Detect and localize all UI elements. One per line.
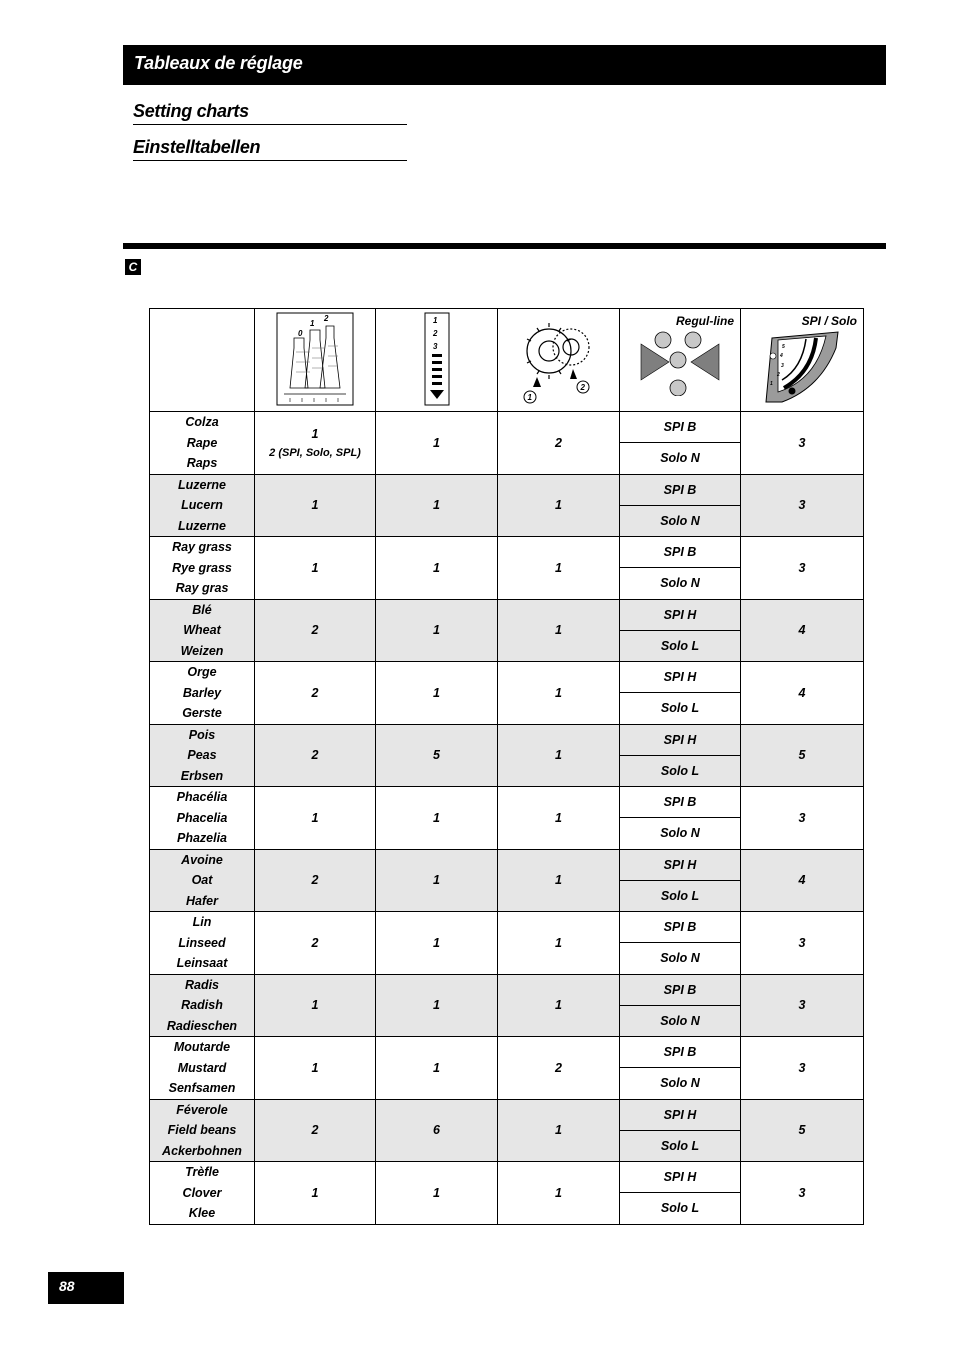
gear-setting-cell: 1	[498, 662, 620, 725]
crop-name-cell	[150, 474, 255, 537]
scale-setting-cell: 1	[376, 849, 498, 912]
header-spi-solo-cell	[741, 309, 864, 412]
crop-name: Radieschen	[166, 1018, 238, 1033]
regul-line-solo-value: Solo L	[660, 763, 700, 778]
title-bar	[123, 45, 886, 85]
regul-line-spi-cell	[620, 662, 741, 693]
crop-name-cell	[150, 974, 255, 1037]
scale-num-1: 1	[432, 316, 437, 325]
agitator-setting-value: 2	[311, 935, 319, 950]
crop-name: Radish	[181, 998, 223, 1012]
scale-setting-cell: 1	[376, 912, 498, 975]
callout-1: 1	[527, 393, 532, 402]
crop-name: Phazelia	[176, 831, 228, 845]
crop-name: Barley	[182, 685, 222, 700]
regul-line-spi-cell	[620, 787, 741, 818]
regul-line-spi-value: SPI H	[663, 857, 697, 872]
crop-name-cell	[150, 787, 255, 850]
regul-line-spi-value: SPI H	[663, 670, 697, 685]
agitator-setting-note: 2 (SPI, Solo, SPL)	[269, 446, 361, 459]
table-row	[150, 1099, 864, 1130]
regul-line-spi-value: SPI H	[663, 1170, 697, 1185]
spi-solo-setting-cell: 4	[741, 849, 864, 912]
regul-line-solo-cell	[620, 568, 741, 599]
scale-setting-cell: 1	[376, 537, 498, 600]
agitator-setting-value: 2	[311, 1123, 319, 1138]
crop-name: Moutarde	[173, 1040, 231, 1054]
table-row	[150, 974, 864, 1005]
scale-num-2: 2	[432, 329, 437, 338]
crop-name: Leinsaat	[176, 956, 228, 970]
table-row	[150, 1037, 864, 1068]
regul-line-spi-value: SPI B	[663, 795, 697, 810]
dial-mark-1: 1	[770, 381, 773, 387]
header-gauge-cell	[376, 309, 498, 412]
crop-name: Phacelia	[176, 810, 228, 825]
crop-name-cell	[150, 1037, 255, 1100]
regul-line-label: Regul-line	[675, 314, 734, 328]
regul-line-solo-cell	[620, 1005, 741, 1036]
spi-solo-setting-cell: 3	[741, 537, 864, 600]
regul-line-solo-cell	[620, 1130, 741, 1161]
regul-line-spi-cell	[620, 474, 741, 505]
regul-line-spi-value: SPI B	[663, 420, 697, 435]
agitator-setting-value: 1	[311, 426, 319, 441]
agitator-setting-cell	[255, 849, 376, 912]
spi-solo-setting-cell: 3	[741, 1162, 864, 1225]
crop-name: Raps	[186, 456, 218, 470]
crop-name: Wheat	[183, 623, 221, 637]
regul-line-solo-value: Solo L	[660, 1138, 700, 1153]
agitator-setting-value: 1	[311, 998, 319, 1013]
gear-setting-cell: 2	[498, 412, 620, 475]
agitator-setting-value: 1	[311, 1060, 319, 1075]
crop-name: Colza	[185, 415, 219, 429]
subtitle-german: Einstelltabellen	[133, 137, 407, 161]
table-row	[150, 474, 864, 505]
regul-line-spi-cell	[620, 912, 741, 943]
regul-line-solo-cell	[620, 818, 741, 849]
gear-setting-cell: 1	[498, 474, 620, 537]
dial-mark-3: 3	[781, 363, 784, 369]
regul-line-solo-cell	[620, 943, 741, 974]
regul-line-spi-cell	[620, 1037, 741, 1068]
gear-setting-cell: 1	[498, 912, 620, 975]
crop-name: Avoine	[181, 852, 223, 867]
regul-line-spi-value: SPI B	[663, 1045, 697, 1060]
table-row	[150, 849, 864, 880]
regul-line-spi-value: SPI B	[663, 482, 697, 497]
regul-line-solo-value: Solo L	[660, 638, 700, 653]
spi-solo-setting-cell: 3	[741, 412, 864, 475]
scale-setting-cell: 1	[376, 412, 498, 475]
regul-line-solo-value: Solo N	[660, 1076, 700, 1091]
agitator-setting-value: 1	[311, 560, 319, 575]
agitator-setting-value: 1	[311, 1185, 319, 1200]
regul-line-spi-cell	[620, 849, 741, 880]
crop-name-cell	[150, 1162, 255, 1225]
agitator-setting-cell	[255, 912, 376, 975]
crop-name: Gerste	[182, 706, 222, 720]
callout-2: 2	[580, 383, 585, 392]
agitator-setting-cell	[255, 1162, 376, 1225]
crop-name: Weizen	[180, 643, 224, 658]
crop-name-cell	[150, 849, 255, 912]
regul-line-spi-cell	[620, 537, 741, 568]
crop-name: Lucern	[181, 498, 223, 512]
table-row	[150, 412, 864, 443]
spi-solo-setting-cell: 4	[741, 662, 864, 725]
regul-line-spi-cell	[620, 412, 741, 443]
crop-name: Ackerbohnen	[162, 1143, 242, 1158]
crop-name: Blé	[192, 602, 212, 617]
crop-name: Senfsamen	[168, 1081, 236, 1095]
regul-line-diagram	[635, 328, 725, 396]
regul-line-solo-value: Solo N	[660, 1013, 700, 1028]
scale-setting-cell: 6	[376, 1099, 498, 1162]
regul-line-spi-value: SPI B	[663, 920, 697, 935]
agitator-setting-cell	[255, 474, 376, 537]
regul-line-solo-cell	[620, 505, 741, 536]
dial-mark-4: 4	[780, 353, 783, 359]
crop-name: Orge	[187, 665, 217, 679]
regul-line-spi-cell	[620, 724, 741, 755]
crop-name: Pois	[188, 727, 216, 742]
table-row	[150, 537, 864, 568]
agitator-setting-cell	[255, 599, 376, 662]
crop-name: Field beans	[167, 1123, 237, 1137]
header-regul-line-cell	[620, 309, 741, 412]
regul-line-spi-cell	[620, 1162, 741, 1193]
setting-chart-table	[149, 308, 864, 1225]
agitator-setting-value: 1	[311, 498, 319, 513]
scale-setting-cell: 1	[376, 474, 498, 537]
spi-solo-setting-cell: 3	[741, 787, 864, 850]
crop-name: Rye grass	[172, 560, 232, 575]
crop-name: Lin	[192, 915, 212, 929]
regul-line-solo-value: Solo N	[660, 513, 700, 528]
agitator-setting-cell	[255, 662, 376, 725]
crop-name-cell	[150, 1099, 255, 1162]
dial-mark-2: 2	[777, 372, 780, 378]
crop-name: Klee	[188, 1206, 216, 1220]
subtitle-english: Setting charts	[133, 101, 407, 125]
page-title: Tableaux de réglage	[134, 53, 303, 73]
agitator-setting-value: 1	[311, 810, 319, 825]
regul-line-spi-cell	[620, 974, 741, 1005]
regul-line-solo-value: Solo L	[660, 701, 700, 716]
agitator-setting-value: 2	[311, 873, 319, 888]
regul-line-solo-cell	[620, 1068, 741, 1099]
crop-name: Ray grass	[172, 540, 232, 554]
agitator-setting-cell	[255, 974, 376, 1037]
gear-setting-cell: 1	[498, 1099, 620, 1162]
spi-solo-setting-cell: 3	[741, 1037, 864, 1100]
agitator-pos-1: 1	[310, 319, 315, 328]
gear-setting-cell: 1	[498, 537, 620, 600]
regul-line-solo-value: Solo N	[660, 826, 700, 841]
agitator-setting-cell	[255, 787, 376, 850]
scale-setting-cell: 1	[376, 787, 498, 850]
crop-name-cell	[150, 662, 255, 725]
crop-name: Oat	[191, 873, 213, 887]
gear-setting-cell: 1	[498, 599, 620, 662]
regul-line-solo-value: Solo N	[660, 951, 700, 966]
regul-line-spi-cell	[620, 599, 741, 630]
gear-setting-cell: 1	[498, 849, 620, 912]
agitator-setting-cell	[255, 724, 376, 787]
gear-wheel-illustration	[519, 311, 599, 407]
scale-setting-cell: 1	[376, 1162, 498, 1225]
gear-setting-cell: 1	[498, 724, 620, 787]
crop-name-cell	[150, 537, 255, 600]
scale-setting-cell: 1	[376, 1037, 498, 1100]
gear-setting-cell: 2	[498, 1037, 620, 1100]
scale-setting-cell: 5	[376, 724, 498, 787]
section-label: C	[125, 259, 141, 275]
regul-line-solo-value: Solo N	[660, 576, 700, 591]
agitator-setting-cell	[255, 537, 376, 600]
crop-name: Rape	[186, 435, 218, 450]
regul-line-spi-value: SPI H	[663, 607, 697, 622]
crop-name: Mustard	[177, 1060, 227, 1075]
table-header-row	[150, 309, 864, 412]
header-gear-cell	[498, 309, 620, 412]
header-agitator-cell	[255, 309, 376, 412]
crop-name: Luzerne	[178, 518, 226, 533]
scale-num-3: 3	[432, 342, 437, 351]
agitator-setting-cell	[255, 412, 376, 475]
crop-name-cell	[150, 412, 255, 475]
agitator-setting-cell	[255, 1037, 376, 1100]
crop-name: Linseed	[178, 935, 226, 950]
gear-setting-cell: 1	[498, 974, 620, 1037]
regul-line-solo-cell	[620, 755, 741, 786]
table-row	[150, 912, 864, 943]
agitator-illustration	[276, 312, 354, 406]
agitator-setting-cell	[255, 1099, 376, 1162]
crop-name: Trèfle	[185, 1165, 219, 1179]
gear-setting-cell: 1	[498, 1162, 620, 1225]
agitator-pos-2: 2	[324, 314, 329, 323]
agitator-setting-value: 2	[311, 685, 319, 700]
spi-solo-setting-cell: 5	[741, 1099, 864, 1162]
crop-name: Erbsen	[180, 768, 224, 783]
crop-name: Luzerne	[178, 477, 226, 492]
regul-line-solo-cell	[620, 1193, 741, 1224]
dial-mark-5: 5	[782, 344, 785, 350]
regul-line-solo-value: Solo N	[660, 451, 700, 466]
spi-solo-setting-cell: 5	[741, 724, 864, 787]
regul-line-spi-value: SPI B	[663, 982, 697, 997]
regul-line-solo-cell	[620, 693, 741, 724]
regul-line-solo-cell	[620, 630, 741, 661]
table-row	[150, 662, 864, 693]
crop-name-cell	[150, 912, 255, 975]
crop-name-cell	[150, 724, 255, 787]
crop-name: Ray gras	[175, 581, 229, 595]
crop-name: Hafer	[186, 893, 218, 908]
regul-line-spi-value: SPI H	[663, 1107, 697, 1122]
scale-setting-cell: 1	[376, 599, 498, 662]
spi-solo-setting-cell: 4	[741, 599, 864, 662]
regul-line-solo-value: Solo L	[660, 1201, 700, 1216]
regul-line-spi-value: SPI B	[663, 545, 697, 560]
crop-name: Phacélia	[176, 790, 228, 804]
agitator-setting-value: 2	[311, 623, 319, 638]
graduated-scale-illustration	[424, 312, 450, 406]
table-row	[150, 724, 864, 755]
spi-solo-setting-cell: 3	[741, 912, 864, 975]
regul-line-solo-cell	[620, 880, 741, 911]
header-crop-cell	[150, 309, 255, 412]
crop-name: Féverole	[176, 1102, 228, 1117]
spi-solo-label: SPI / Solo	[801, 314, 857, 328]
table-row	[150, 599, 864, 630]
section-rule	[123, 243, 886, 249]
crop-name: Clover	[182, 1185, 222, 1200]
gear-setting-cell: 1	[498, 787, 620, 850]
table-row	[150, 787, 864, 818]
agitator-setting-value: 2	[311, 748, 319, 763]
spi-solo-setting-cell: 3	[741, 474, 864, 537]
spi-solo-dial-illustration	[760, 328, 844, 408]
regul-line-solo-value: Solo L	[660, 888, 700, 903]
crop-name: Peas	[187, 748, 217, 762]
page-number: 88	[48, 1272, 124, 1304]
crop-name-cell	[150, 599, 255, 662]
spi-solo-setting-cell: 3	[741, 974, 864, 1037]
scale-setting-cell: 1	[376, 662, 498, 725]
regul-line-spi-value: SPI H	[663, 732, 697, 747]
scale-setting-cell: 1	[376, 974, 498, 1037]
table-row	[150, 1162, 864, 1193]
crop-name: Radis	[184, 977, 220, 992]
regul-line-solo-cell	[620, 443, 741, 474]
regul-line-spi-cell	[620, 1099, 741, 1130]
agitator-pos-0: 0	[298, 329, 303, 338]
